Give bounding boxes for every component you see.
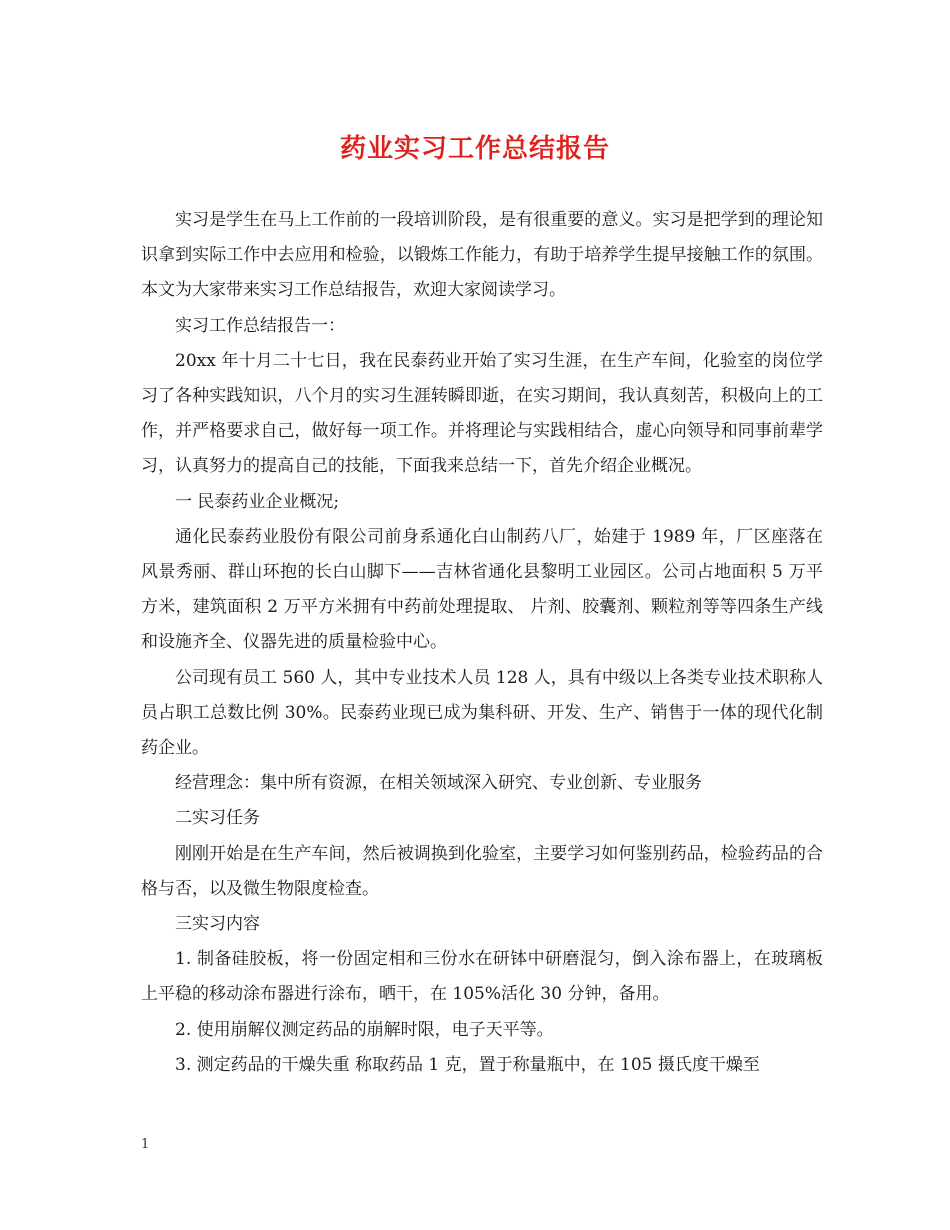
paragraph-report-one-heading: 实习工作总结报告一： [175,315,345,336]
paragraph-company-staff: 公司现有员工 560 人，其中专业技术人员 128 人，具有中级以上各类专业技术职称人员占职工总数比例 30%。民泰药业现已成为集科研、开发、生产、销售于一体的现代化制药企业。 [141,667,823,759]
section-heading-tasks: 二实习任务 [175,808,260,829]
paragraph-tasks: 刚刚开始是在生产车间，然后被调换到化验室，主要学习如何鉴别药品，检验药品的合格与否，以及微生物限度检查。 [141,843,823,899]
paragraph-company-history: 通化民泰药业股份有限公司前身系通化白山制药八厂，始建于 1989 年，厂区座落在风景秀丽、群山环抱的长白山脚下——吉林省通化县黎明工业园区。公司占地面积 5 万平方米，建筑面积 2 万平方米拥有中药前处理提取、 片剂、胶囊剂、颗粒剂等等四条生产线和设施齐全、仪器先进的质量检验中心。 [141,526,823,653]
document-title: 药业实习工作总结报告 [339,134,610,164]
document-body [141,203,823,1083]
section-heading-content: 三实习内容 [175,914,260,935]
paragraph-business-philosophy: 经营理念：集中所有资源，在相关领域深入研究、专业创新、专业服务 [175,773,702,794]
paragraph-intro: 实习是学生在马上工作前的一段培训阶段，是有很重要的意义。实习是把学到的理论知识拿到实际工作中去应用和检验，以锻炼工作能力，有助于培养学生提早接触工作的氛围。本文为大家带来实习工作总结报告，欢迎大家阅读学习。 [141,210,823,301]
paragraph-internship-start: 20xx 年十月二十七日，我在民泰药业开始了实习生涯，在生产车间，化验室的岗位学习了各种实践知识，八个月的实习生涯转瞬即逝，在实习期间，我认真刻苦，积极向上的工作，并严格要求自己，做好每一项工作。并将理论与实践相结合，虚心向领导和同事前辈学习，认真努力的提高自己的技能，下面我来总结一下，首先介绍企业概况。 [141,350,823,477]
list-item-silica-plate: 1. 制备硅胶板，将一份固定相和三份水在研钵中研磨混匀，倒入涂布器上，在玻璃板上平稳的移动涂布器进行涂布，晒干，在 105%活化 30 分钟，备用。 [141,949,823,1005]
page-number: 1 [141,1137,150,1152]
list-item-drying-loss: 3. 测定药品的干燥失重 称取药品 1 克，置于称量瓶中，在 105 摄氏度干燥至 [175,1054,760,1075]
list-item-disintegration: 2. 使用崩解仪测定药品的崩解时限，电子天平等。 [175,1019,554,1040]
section-heading-company-overview: 一 民泰药业企业概况; [175,491,340,512]
